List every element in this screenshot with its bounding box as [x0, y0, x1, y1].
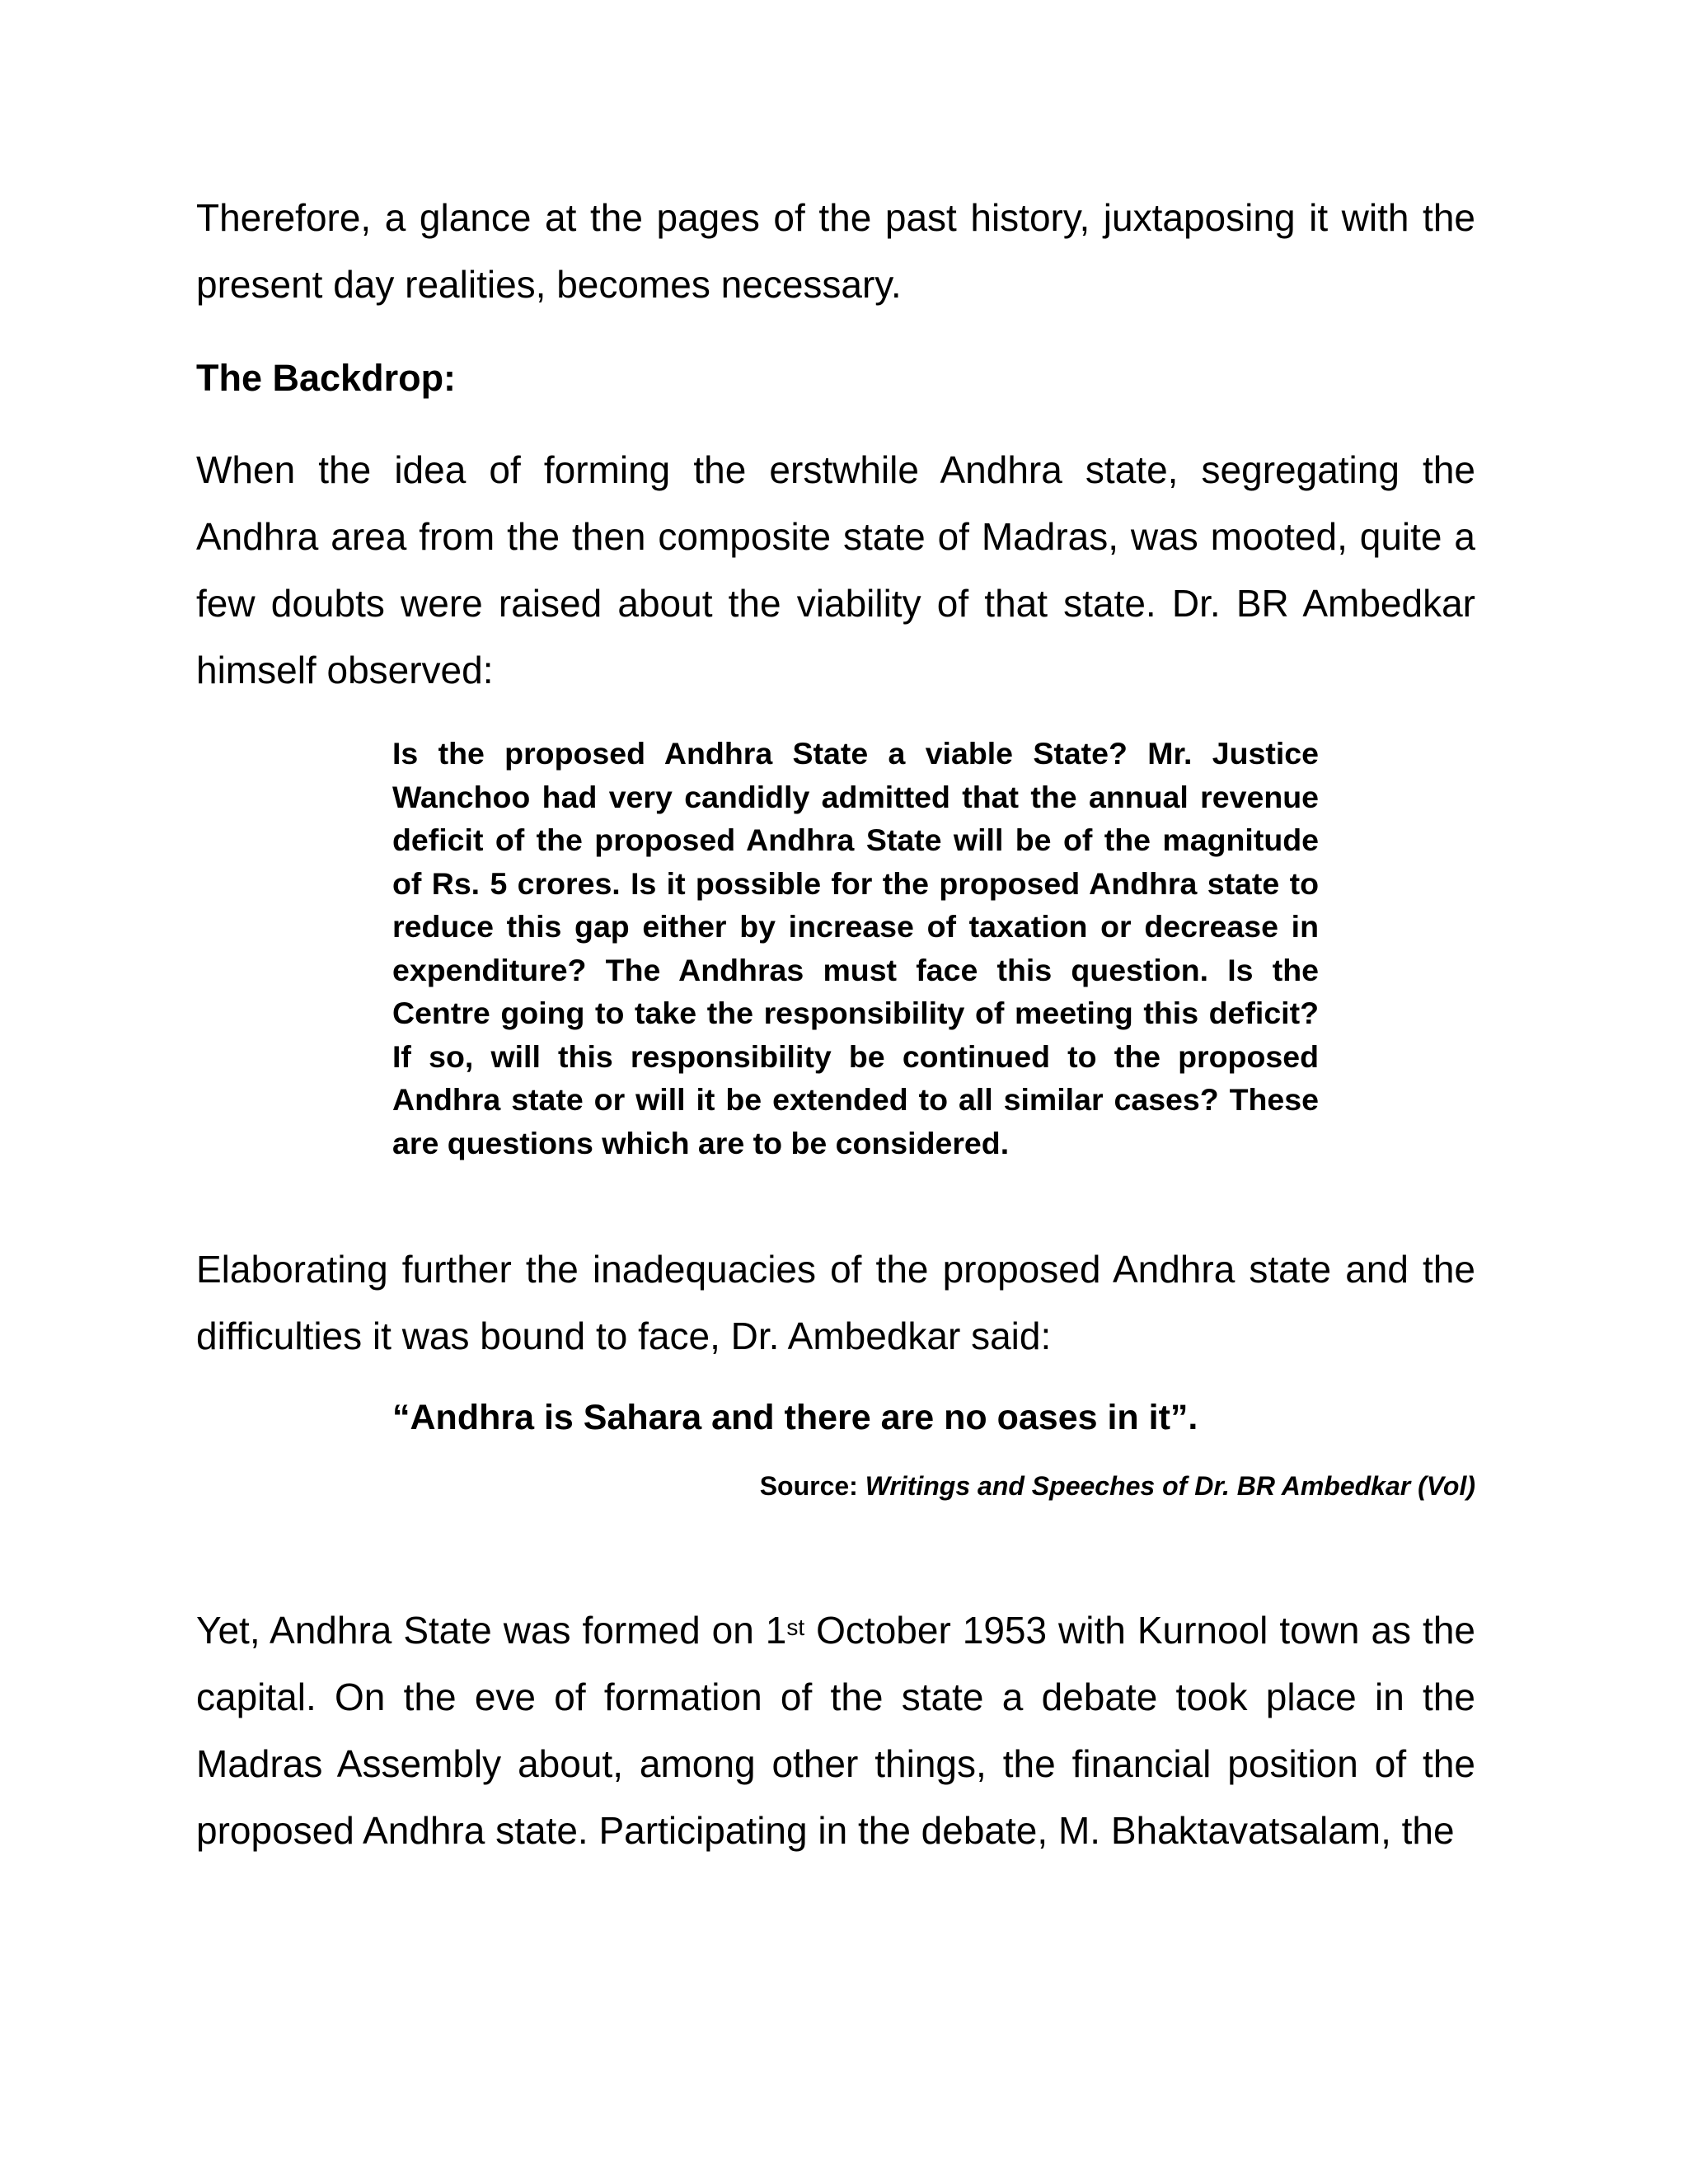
intro-paragraph: Therefore, a glance at the pages of the past history, juxtaposing it with the present day realities, becomes necessary. — [196, 196, 1475, 306]
ordinal-superscript: st — [786, 1615, 805, 1640]
ambedkar-block-quote: Is the proposed Andhra State a viable State? Mr. Justice Wanchoo had very candidly admitted that the annual revenue deficit of the proposed Andhra State will be of the magnitude of Rs. 5 crores. Is it possible for the proposed Andhra state to reduce this gap either by increase of taxation or decrease in expenditure? The Andhras must face this question. Is the Centre going to take the responsibility of meeting this deficit? If so, will this responsibility be continued to the proposed Andhra state or will it be extended to all similar cases? These are questions which are to be considered. — [392, 736, 1319, 1160]
sahara-pull-quote: “Andhra is Sahara and there are no oases in it”. — [392, 1398, 1198, 1437]
formation-text-before: Yet, Andhra State was formed on 1 — [196, 1609, 787, 1652]
section-heading: The Backdrop: — [196, 357, 457, 399]
source-title: Writings and Speeches of Dr. BR Ambedkar (Vol) — [865, 1471, 1475, 1501]
backdrop-paragraph: When the idea of forming the erstwhile Andhra state, segregating the Andhra area from the then composite state of Madras, was mooted, quite a few doubts were raised about the viability of that state. Dr. BR Ambedkar himself observed: — [196, 448, 1475, 691]
formation-paragraph — [196, 1597, 1475, 1864]
elaboration-paragraph: Elaborating further the inadequacies of the proposed Andhra state and the difficulties it was bound to face, Dr. Ambedkar said: — [196, 1248, 1475, 1357]
source-label: Source: — [759, 1471, 858, 1501]
formation-text-after: October 1953 with Kurnool town as the capital. On the eve of formation of the state a debate took place in the Madras Assembly about, among other things, the financial position of the proposed Andhra state. Participating in the debate, M. Bhaktavatsalam, the — [196, 1609, 1475, 1852]
source-citation — [760, 1468, 1475, 1504]
